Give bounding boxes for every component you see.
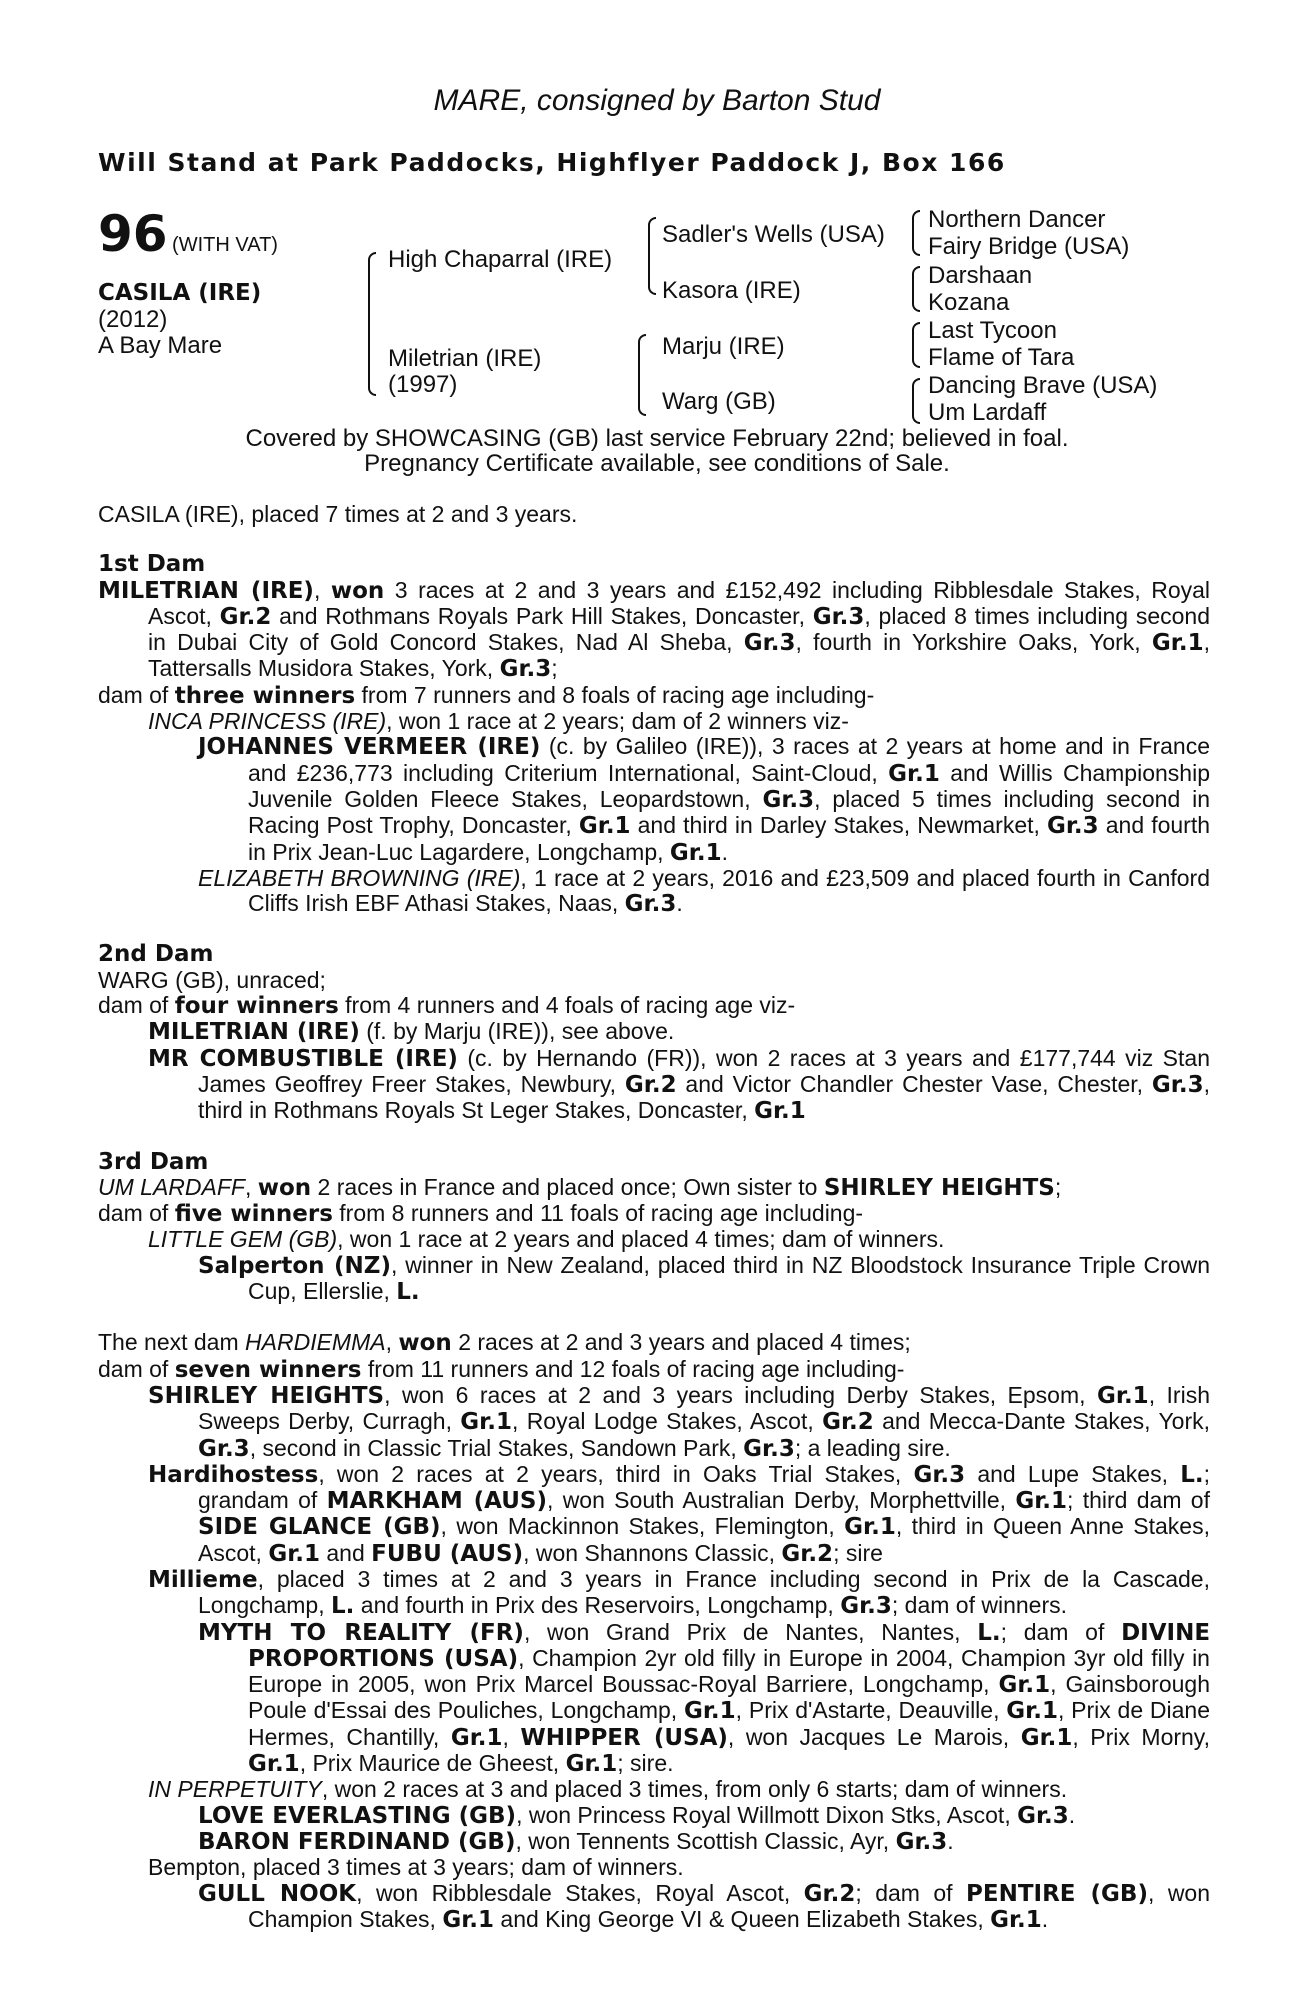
dam2-miletrian: MILETRIAN (IRE) (f. by Marju (IRE)), see above. <box>148 1018 675 1046</box>
dam2-heading: 2nd Dam <box>98 941 214 968</box>
horse-name: CASILA (IRE) <box>98 280 262 306</box>
pedigree-brace-3a <box>912 210 920 256</box>
pedigree-dd: Warg (GB) <box>662 388 776 415</box>
vat-note: (WITH VAT) <box>172 234 278 256</box>
nextdam-baron-ferdinand: BARON FERDINAND (GB), won Tennents Scottish Classic, Ayr, Gr.3. <box>198 1827 954 1855</box>
nextdam-gull-nook: GULL NOOK, won Ribblesdale Stakes, Royal Ascot, Gr.2; dam of PENTIRE (GB), won Champion Stakes, Gr.1 and King George VI & Queen Elizabeth Stakes, Gr.1. <box>198 1879 1211 1933</box>
nextdam-line: The next dam HARDIEMMA, won 2 races at 2 and 3 years and placed 4 times; <box>98 1329 911 1357</box>
nextdam-myth-to-reality: MYTH TO REALITY (FR), won Grand Prix de Nantes, Nantes, L.; dam of DIVINE PROPORTIONS (USA), Champion 2yr old filly in Europe in 2004, Champion 3yr old filly in Europe in 2005, won Prix Marcel Boussac-Royal Barriere, Longchamp, Gr.1, Gainsborough Poule d'Essai des Pouliches, Longchamp, Gr.1, Prix d'Astarte, Deauville, Gr.1, Prix de Diane Hermes, Chantilly, Gr.1, WHIPPER (USA), won Jacques Le Marois, Gr.1, Prix Morny, Gr.1, Prix Maurice de Gheest, Gr.1; sire. <box>198 1618 1211 1778</box>
dam1-produce-line: dam of three winners from 7 runners and 8 foals of racing age including- <box>98 681 875 709</box>
pedigree-sd: Kasora (IRE) <box>662 277 801 304</box>
dam2-line: WARG (GB), unraced; <box>98 966 326 993</box>
pedigree-brace-3b <box>912 266 920 312</box>
summary-line: CASILA (IRE), placed 7 times at 2 and 3 years. <box>98 501 578 527</box>
pedigree-ddd: Um Lardaff <box>928 399 1047 426</box>
nextdam-produce-line: dam of seven winners from 11 runners and 12 foals of racing age including- <box>98 1355 905 1383</box>
pregnancy-line: Pregnancy Certificate available, see conditions of Sale. <box>364 450 950 477</box>
dam3-salperton: Salperton (NZ), winner in New Zealand, placed third in NZ Bloodstock Insurance Triple Crown Cup, Ellerslie, L. <box>198 1251 1210 1306</box>
pedigree-dds: Dancing Brave (USA) <box>928 372 1158 399</box>
pedigree-dam: Miletrian (IRE) <box>388 345 542 372</box>
dam3-little-gem: LITTLE GEM (GB), won 1 race at 2 years and placed 4 times; dam of winners. <box>148 1226 945 1253</box>
nextdam-love-everlasting: LOVE EVERLASTING (GB), won Princess Royal Willmott Dixon Stks, Ascot, Gr.3. <box>198 1801 1076 1829</box>
lot-number-row <box>98 205 278 263</box>
dam1-paragraph: MILETRIAN (IRE), won 3 races at 2 and 3 years and £152,492 including Ribblesdale Stakes, Royal Ascot, Gr.2 and Rothmans Royals Park Hill Stakes, Doncaster, Gr.3, placed 8 times including second in Dubai City of Gold Concord Stakes, Nad Al Sheba, Gr.3, fourth in Yorkshire Oaks, York, Gr.1, Tattersalls Musidora Stakes, York, Gr.3; <box>98 576 1211 683</box>
page-subtitle: Will Stand at Park Paddocks, Highflyer Paddock J, Box 166 <box>98 148 1006 177</box>
pedigree-dss: Last Tycoon <box>928 317 1057 344</box>
pedigree-brace-2a <box>648 217 656 295</box>
horse-year: (2012) <box>98 306 168 333</box>
pedigree-sire: High Chaparral (IRE) <box>388 246 613 273</box>
dam1-heading: 1st Dam <box>98 551 206 578</box>
pedigree-ss: Sadler's Wells (USA) <box>662 221 885 248</box>
lot-number: 96 <box>98 205 168 263</box>
pedigree-brace-3d <box>912 378 920 424</box>
pedigree-sdd: Kozana <box>928 289 1010 316</box>
dam1-johannes-vermeer: JOHANNES VERMEER (IRE) (c. by Galileo (IRE)), 3 races at 2 years at home and in France and £236,773 including Criterium International, Saint-Cloud, Gr.1 and Willis Championship Juvenile Golden Fleece Stakes, Leopardstown, Gr.3, placed 5 times including second in Racing Post Trophy, Doncaster, Gr.1 and third in Darley Stakes, Newmarket, Gr.3 and fourth in Prix Jean-Luc Lagardere, Longchamp, Gr.1. <box>198 733 1211 866</box>
dam3-line: UM LARDAFF, won 2 races in France and placed once; Own sister to SHIRLEY HEIGHTS; <box>98 1173 1062 1201</box>
pedigree-brace-2b <box>638 334 646 416</box>
pedigree-ssd: Fairy Bridge (USA) <box>928 233 1130 260</box>
dam1-elizabeth-browning: ELIZABETH BROWNING (IRE), 1 race at 2 years, 2016 and £23,509 and placed fourth in Canford Cliffs Irish EBF Athasi Stakes, Naas, Gr.3. <box>198 864 1210 918</box>
horse-description: A Bay Mare <box>98 332 223 359</box>
pedigree-dsd: Flame of Tara <box>928 344 1075 371</box>
pedigree-brace-1 <box>368 252 376 396</box>
dam3-produce-line: dam of five winners from 8 runners and 11 foals of racing age including- <box>98 1200 864 1228</box>
covered-line: Covered by SHOWCASING (GB) last service February 22nd; believed in foal. <box>245 425 1069 452</box>
nextdam-bempton: Bempton, placed 3 times at 3 years; dam of winners. <box>148 1854 684 1881</box>
nextdam-shirley-heights: SHIRLEY HEIGHTS, won 6 races at 2 and 3 years including Derby Stakes, Epsom, Gr.1, Irish Sweeps Derby, Curragh, Gr.1, Royal Lodge Stakes, Ascot, Gr.2 and Mecca-Dante Stakes, York, Gr.3, second in Classic Trial Stakes, Sandown Park, Gr.3; a leading sire. <box>148 1381 1211 1462</box>
pedigree-ds: Marju (IRE) <box>662 333 785 360</box>
nextdam-hardihostess: Hardihostess, won 2 races at 2 years, third in Oaks Trial Stakes, Gr.3 and Lupe Stakes, L.; grandam of MARKHAM (AUS), won South Australian Derby, Morphettville, Gr.1; third dam of SIDE GLANCE (GB), won Mackinnon Stakes, Flemington, Gr.1, third in Queen Anne Stakes, Ascot, Gr.1 and FUBU (AUS), won Shannons Classic, Gr.2; sire <box>148 1460 1210 1567</box>
catalogue-body <box>98 502 1210 1933</box>
dam2-mr-combustible: MR COMBUSTIBLE (IRE) (c. by Hernando (FR)), won 2 races at 3 years and £177,744 viz Stan James Geoffrey Freer Stakes, Newbury, Gr.2 and Victor Chandler Chester Vase, Chester, Gr.3, third in Rothmans Royals St Leger Stakes, Doncaster, Gr.1 <box>148 1044 1210 1125</box>
pedigree-sss: Northern Dancer <box>928 206 1106 233</box>
pedigree-dam-year: (1997) <box>388 371 458 398</box>
nextdam-millieme: Millieme, placed 3 times at 2 and 3 years in France including second in Prix de la Cascade, Longchamp, L. and fourth in Prix des Reservoirs, Longchamp, Gr.3; dam of winners. <box>148 1565 1210 1620</box>
dam2-produce-line: dam of four winners from 4 runners and 4 foals of racing age viz- <box>98 992 796 1020</box>
dam3-heading: 3rd Dam <box>98 1148 209 1175</box>
pedigree-brace-3c <box>912 322 920 368</box>
nextdam-in-perpetuity: IN PERPETUITY, won 2 races at 3 and placed 3 times, from only 6 starts; dam of winners. <box>148 1776 1068 1803</box>
dam1-inca-princess: INCA PRINCESS (IRE), won 1 race at 2 years; dam of 2 winners viz- <box>148 708 849 735</box>
pedigree-sds: Darshaan <box>928 262 1033 289</box>
page-title: MARE, consigned by Barton Stud <box>433 84 881 117</box>
